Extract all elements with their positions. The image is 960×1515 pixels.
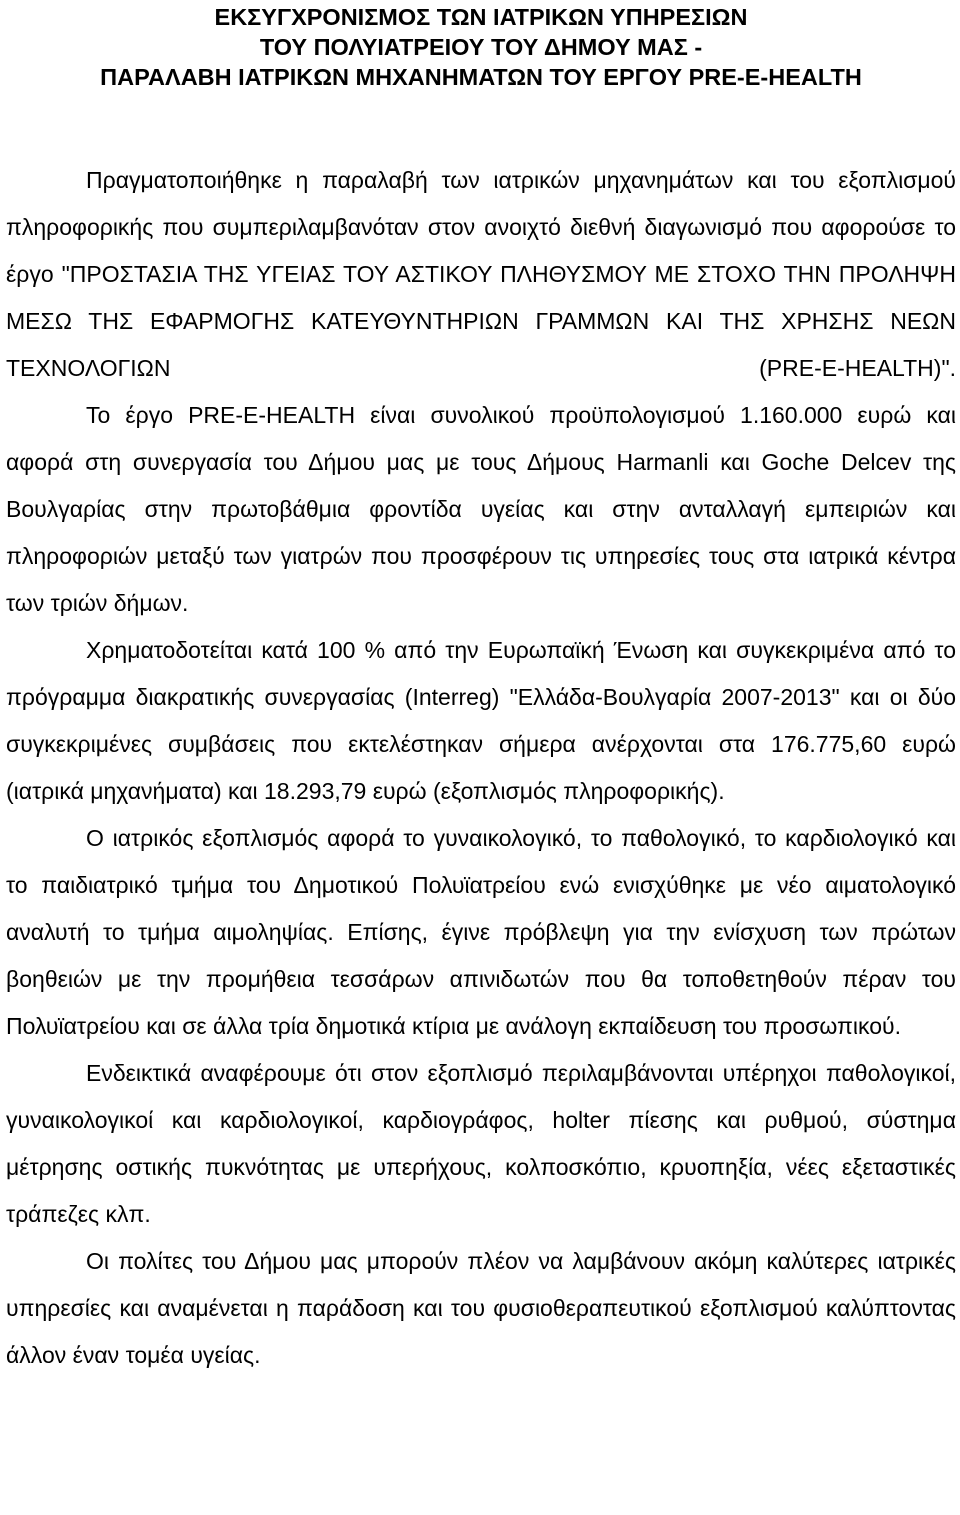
paragraph-funding: Χρηματοδοτείται κατά 100 % από την Ευρωπαϊκή Ένωση και συγκεκριμένα από το πρόγραμμα διακρατικής συνεργασίας (Interreg) "Ελλάδα-Βουλγαρία 2007-2013" και οι δύο συγκεκριμένες συμβάσεις που εκτελέστηκαν σήμερα ανέρχονται στα 176.775,60 ευρώ (ιατρικά μηχανήματα) και 18.293,79 ευρώ (εξοπλισμός πληροφορικής).	[6, 637, 956, 804]
title-line-2: ΤΟΥ ΠΟΛΥΙΑΤΡΕΙΟΥ ΤΟΥ ΔΗΜΟΥ ΜΑΣ -	[259, 34, 703, 60]
title-line-3: ΠΑΡΑΛΑΒΗ ΙΑΤΡΙΚΩΝ ΜΗΧΑΝΗΜΑΤΩΝ ΤΟΥ ΕΡΓΟΥ PRE-E-HEALTH	[100, 64, 862, 90]
paragraph-citizens: Οι πολίτες του Δήμου μας μπορούν πλέον να λαμβάνουν ακόμη καλύτερες ιατρικές υπηρεσίες και αναμένεται η παράδοση και του φυσιοθεραπευτικού εξοπλισμού καλύπτοντας άλλον έναν τομέα υγείας.	[6, 1248, 956, 1368]
document-title	[6, 0, 956, 92]
paragraph-medical-equipment: Ο ιατρικός εξοπλισμός αφορά το γυναικολογικό, το παθολογικό, το καρδιολογικό και το παιδιατρικό τμήμα του Δημοτικού Πολυϊατρείου ενώ ενισχύθηκε με νέο αιματολογικό αναλυτή το τμήμα αιμοληψίας. Επίσης, έγινε πρόβλεψη για την ενίσχυση των πρώτων βοηθειών με την προμήθεια τεσσάρων απινιδωτών που θα τοποθετηθούν πέραν του Πολυϊατρείου και σε άλλα τρία δημοτικά κτίρια με ανάλογη εκπαίδευση του προσωπικού.	[6, 825, 956, 1039]
paragraph-project-budget: Το έργο PRE-E-HEALTH είναι συνολικού προϋπολογισμού 1.160.000 ευρώ και αφορά στη συνεργασία του Δήμου μας με τους Δήμους Harmanli και Goche Delcev της Βουλγαρίας στην πρωτοβάθμια φροντίδα υγείας και στην ανταλλαγή εμπειριών και πληροφοριών μεταξύ των γιατρών που προσφέρουν τις υπηρεσίες τους στα ιατρικά κέντρα των τριών δήμων.	[6, 402, 956, 616]
document-body	[6, 157, 956, 1379]
document-page	[6, 0, 956, 1379]
paragraph-reception: Πραγματοποιήθηκε η παραλαβή των ιατρικών μηχανημάτων και του εξοπλισμού πληροφορικής που συμπεριλαμβανόταν στον ανοιχτό διεθνή διαγωνισμό που αφορούσε το έργο "ΠΡΟΣΤΑΣΙΑ ΤΗΣ ΥΓΕΙΑΣ ΤΟΥ ΑΣΤΙΚΟΥ ΠΛΗΘΥΣΜΟΥ ΜΕ ΣΤΟΧΟ ΤΗΝ ΠΡΟΛΗΨΗ ΜΕΣΩ ΤΗΣ ΕΦΑΡΜΟΓΗΣ ΚΑΤΕΥΘΥΝΤΗΡΙΩΝ ΓΡΑΜΜΩΝ ΚΑΙ ΤΗΣ ΧΡΗΣΗΣ ΝΕΩΝ ΤΕΧΝΟΛΟΓΙΩΝ (PRE-E-HEALTH)".	[6, 167, 956, 381]
paragraph-equipment-list: Ενδεικτικά αναφέρουμε ότι στον εξοπλισμό περιλαμβάνονται υπέρηχοι παθολογικοί, γυναικολογικοί και καρδιολογικοί, καρδιογράφος, holter πίεσης και ρυθμού, σύστημα μέτρησης οστικής πυκνότητας με υπερήχους, κολποσκόπιο, κρυοπηξία, νέες εξεταστικές τράπεζες κλπ.	[6, 1060, 956, 1227]
title-line-1: ΕΚΣΥΓΧΡΟΝΙΣΜΟΣ ΤΩΝ ΙΑΤΡΙΚΩΝ ΥΠΗΡΕΣΙΩΝ	[214, 4, 748, 30]
